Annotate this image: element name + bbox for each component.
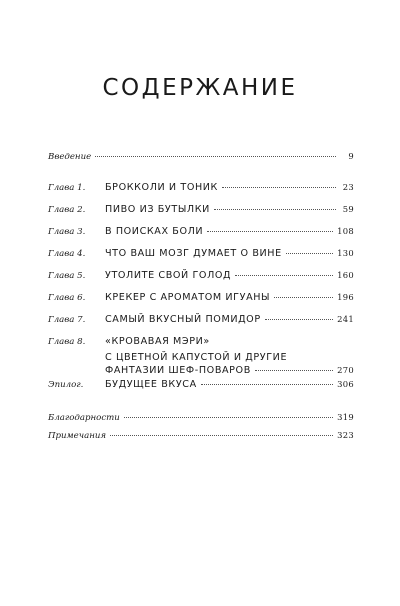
dot-leader: [255, 370, 333, 371]
entry-label: Глава 1.: [48, 183, 86, 193]
toc-entry-chapter-2[interactable]: [48, 204, 354, 219]
dot-leader: [207, 231, 333, 232]
chapter-title: УТОЛИТЕ СВОЙ ГОЛОД: [105, 270, 232, 281]
entry-label: Глава 6.: [48, 293, 86, 303]
dot-leader: [110, 435, 333, 436]
toc-entry-chapter-1[interactable]: [48, 182, 354, 197]
dot-leader: [274, 297, 333, 298]
chapter-title-line-3: ФАНТАЗИИ ШЕФ-ПОВАРОВ: [105, 365, 251, 376]
chapter-title: КРЕКЕР С АРОМАТОМ ИГУАНЫ: [105, 292, 271, 303]
entry-label: Благодарности: [48, 413, 120, 423]
chapter-title: В ПОИСКАХ БОЛИ: [105, 226, 204, 237]
dot-leader: [222, 187, 336, 188]
chapter-title: БУДУЩЕЕ ВКУСА: [105, 379, 197, 390]
entry-label: Глава 4.: [48, 249, 86, 259]
chapter-title: ПИВО ИЗ БУТЫЛКИ: [105, 204, 210, 215]
dot-leader: [286, 253, 333, 254]
page-number: 323: [337, 430, 354, 440]
chapter-title: САМЫЙ ВКУСНЫЙ ПОМИДОР: [105, 314, 261, 325]
dot-leader: [265, 319, 333, 320]
page-number: 270: [337, 365, 354, 375]
dot-leader: [235, 275, 333, 276]
page-number: 23: [342, 182, 354, 192]
toc-entry-chapter-3[interactable]: [48, 226, 354, 241]
entry-label: Глава 7.: [48, 315, 86, 325]
page-number: 196: [337, 292, 354, 302]
page-number: 160: [337, 270, 354, 280]
toc-entry-epilogue[interactable]: [48, 379, 354, 394]
toc-entry-notes[interactable]: [48, 430, 354, 445]
page-number: 130: [337, 248, 354, 258]
toc-entry-introduction[interactable]: [48, 151, 354, 166]
entry-label: Глава 5.: [48, 271, 86, 281]
toc-entry-chapter-8[interactable]: [48, 336, 354, 377]
chapter-title-line-1: «КРОВАВАЯ МЭРИ»: [105, 336, 210, 347]
toc-entry-chapter-4[interactable]: [48, 248, 354, 263]
page-number: 9: [348, 151, 354, 161]
chapter-title: БРОККОЛИ И ТОНИК: [105, 182, 218, 193]
entry-label: Глава 3.: [48, 227, 86, 237]
toc-entry-chapter-7[interactable]: [48, 314, 354, 329]
toc-entry-acknowledgements[interactable]: [48, 412, 354, 427]
chapter-title-line-2: С ЦВЕТНОЙ КАПУСТОЙ И ДРУГИЕ: [105, 352, 288, 363]
page-number: 306: [337, 379, 354, 389]
entry-label: Глава 2.: [48, 205, 86, 215]
page-number: 319: [337, 412, 354, 422]
dot-leader: [214, 209, 336, 210]
entry-label: Введение: [48, 152, 92, 162]
toc-entry-chapter-6[interactable]: [48, 292, 354, 307]
toc-entry-chapter-5[interactable]: [48, 270, 354, 285]
entry-label: Эпилог.: [48, 380, 84, 390]
page-number: 59: [342, 204, 354, 214]
page-number: 241: [337, 314, 354, 324]
page-number: 108: [337, 226, 354, 236]
chapter-title: ЧТО ВАШ МОЗГ ДУМАЕТ О ВИНЕ: [105, 248, 282, 259]
entry-label: Примечания: [48, 431, 107, 441]
dot-leader: [201, 384, 333, 385]
entry-label: Глава 8.: [48, 337, 86, 347]
dot-leader: [95, 156, 336, 157]
dot-leader: [124, 417, 333, 418]
page-title: СОДЕРЖАНИЕ: [102, 75, 298, 102]
